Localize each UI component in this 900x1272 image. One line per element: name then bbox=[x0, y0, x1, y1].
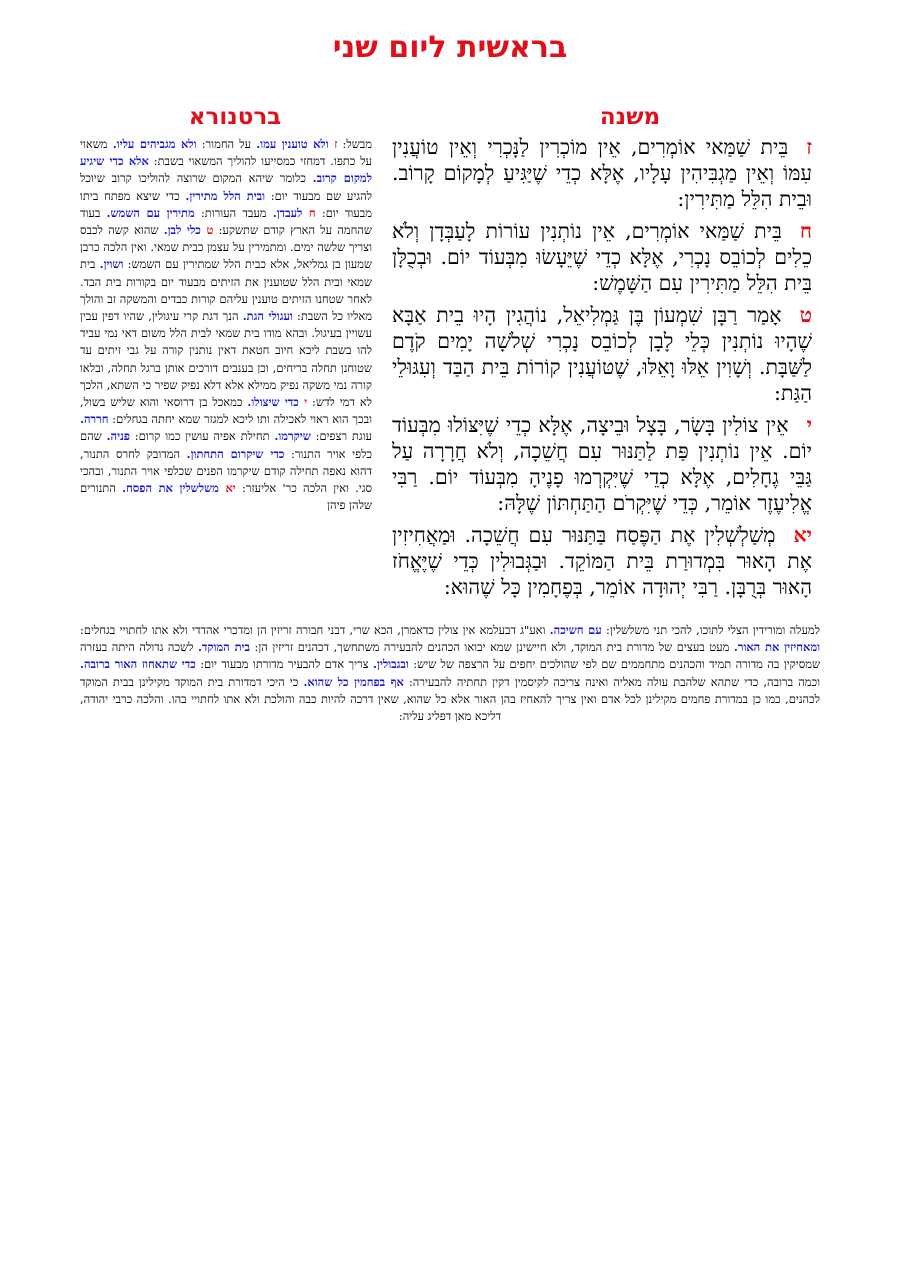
dibbur-hamatchil: עם חשיכה. bbox=[549, 623, 602, 637]
dibbur-hamatchil: פניה. bbox=[106, 429, 130, 444]
dibbur-hamatchil: משלשלין את הפסח. bbox=[122, 481, 219, 496]
commentary-text: ואע"ג דבעלמא אין צולין כדאמרן, הכא שרי, דבני חבורה זריזין הן ומדכרי אהדדי ולא אתו לחתויי בגחלים: bbox=[80, 623, 550, 637]
bartenura-heading: ברטנורא bbox=[188, 104, 282, 130]
commentary-text: צריך אדם להבעיר מדורתו מבעוד יום: bbox=[195, 657, 374, 672]
commentary-text: משאוי על כתפו. דמחזי כמסייעו להוליך המשאוי בשבת: bbox=[80, 137, 373, 169]
dibbur-hamatchil: חררה. bbox=[80, 412, 109, 427]
commentary-text: המדובק לחרס התנור, דהוא נאפה תחילה קודם שיקרמו הפנים שכלפי אויר התנור, ובהכי סגי. ואין הלכה כר' אליעזר: bbox=[80, 446, 372, 496]
commentary-text: לשכה גדולה היתה בעזרה שמסיקין בה מדורה תמיד והכהנים מתחממים שם לפי שהולכים יחפים על הרצפה של שיש: bbox=[80, 640, 821, 672]
commentary-text: עוגת רצפים: bbox=[310, 429, 372, 444]
commentary-text: על החמור: bbox=[196, 137, 257, 151]
mishnah-number: ז bbox=[806, 135, 812, 159]
commentary-text: התנורים שלהן פיהן bbox=[80, 481, 372, 513]
commentary-text: מבשל: bbox=[337, 137, 373, 151]
commentary-text: שהם כלפי אויר התנור: bbox=[80, 429, 372, 461]
mishnah-column bbox=[392, 134, 812, 606]
page-title: בראשית ליום שני bbox=[332, 30, 568, 65]
mishnah-number: י bbox=[806, 413, 812, 437]
commentary-text: מעבד העורות: bbox=[194, 205, 273, 220]
dibbur-hamatchil: בית המוקד. bbox=[197, 640, 251, 655]
mishnah-number: ט bbox=[799, 303, 812, 327]
mishnah-ref-number: י bbox=[298, 395, 308, 410]
dibbur-hamatchil: אלא כדי שיגיע למקום קרוב. bbox=[80, 154, 372, 186]
dibbur-hamatchil: ולא מגביהים עליו. bbox=[112, 137, 197, 151]
commentary-text: כלומר שיהא המקום שרוצה להוליכו קרוב שיוכל להגיע שם מבעוד יום: bbox=[80, 171, 372, 203]
bartenura-column bbox=[80, 136, 372, 514]
dibbur-hamatchil: לעבדן. bbox=[272, 205, 303, 220]
mishnah-number: יא bbox=[793, 523, 812, 547]
mishnah-paragraph bbox=[392, 302, 812, 406]
dibbur-hamatchil: ושוין. bbox=[99, 257, 124, 272]
commentary-text: שהוא קשה לכבס וצריך שלשה ימים. ומתמירין על עצמן כבית שמאי. ואין הלכה כרבן שמעון בן גמליאל, אלא כבית הלל שמתירין עם השמש: bbox=[80, 223, 372, 272]
mishnah-ref-number: ט bbox=[200, 223, 214, 238]
mishnah-ref-number: ז bbox=[328, 137, 338, 151]
dibbur-hamatchil: אף בפחמין כל שהוא. bbox=[303, 674, 404, 689]
mishnah-text: בֵּית שַׁמַּאי אוֹמְרִים, אֵין מוֹכְרִין לַנָּכְרִי וְאֵין טוֹעֲנִין עִמּוֹ וְאֵין מַגְבִּיהִין עָלָיו, אֶלָּא כְדֵי שֶׁיַּגִּיעַ לְמָקוֹם קָרוֹב. וּבֵית הִלֵּל מַתִּירִין: bbox=[392, 135, 812, 211]
commentary-text: כמאכל בן דרוסאי והוא שליש בשול, ובכך הוא ראוי לאכילה ותו ליכא למגזר שמא יחתה בגחלים: bbox=[80, 395, 372, 427]
dibbur-hamatchil: ועגולי הגת. bbox=[242, 309, 293, 324]
dibbur-hamatchil: ולא טוענין עמו. bbox=[256, 137, 329, 151]
mishnah-number: ח bbox=[799, 219, 812, 243]
dibbur-hamatchil: ובגבולין. bbox=[373, 657, 409, 672]
mishnah-text: בֵּית שַׁמַּאי אוֹמְרִים, אֵין נוֹתְנִין עוֹרוֹת לָעַבְּדָן וְלֹא כֵלִים לְכוֹבֵס נָכְרִי, אֶלָּא כְדֵי שֶׁיֵּעָשׂוּ מִבְּעוֹד יוֹם. וּבְכֻלָּן בֵּית הִלֵּל מַתִּירִין עִם הַשָּׁמֶשׁ: bbox=[392, 219, 812, 295]
mishnah-text: אֵין צוֹלִין בָּשָׂר, בָּצָל וּבֵיצָה, אֶלָּא כְדֵי שֶׁיִּצּוֹלוּ מִבְּעוֹד יוֹם. אֵין נוֹתְנִין פַּת לַתַּנּוּר עִם חֲשֵׁכָה, וְלֹא חֲרָרָה עַל גַּבֵּי גֶחָלִים, אֶלָּא כְדֵי שֶׁיִּקְרְמוּ פָנֶיהָ מִבְּעוֹד יוֹם. רַבִּי אֱלִיעֶזֶר אוֹמֵר, כְּדֵי שֶׁיִּקְרֹם הַתַּחְתּוֹן שֶׁלָּהּ: bbox=[392, 413, 812, 515]
mishnah-paragraph bbox=[392, 134, 812, 212]
dibbur-hamatchil: כלי לבן. bbox=[163, 223, 201, 238]
mishnah-ref-number: יא bbox=[218, 481, 236, 496]
mishnah-text: אָמַר רַבָּן שִׁמְעוֹן בֶּן גַּמְלִיאֵל, נוֹהֲגִין הָיוּ בֵית אַבָּא שֶׁהָיוּ נוֹתְנִין כְּלֵי לָבָן לְכוֹבֵס נָכְרִי שְׁלֹשָׁה יָמִים קֹדֶם לַשַּׁבָּת. וְשָׁוִין אֵלּוּ וָאֵלּוּ, שֶׁטּוֹעֲנִין קוֹרוֹת בֵּית הַבַּד וְעִגּוּלֵי הַגַּת: bbox=[392, 303, 812, 405]
commentary-text: למעלה ומורידין הצלי לתוכו, להכי תני משלשלין: bbox=[601, 623, 820, 637]
commentary-text: וכמה ברובה, כדי שתהא שלהבת עולה מאליה ואינה צריכה לקיסמין דקין תחתיה להבעירה: bbox=[403, 674, 820, 689]
dibbur-hamatchil: ובית הלל מתירין. bbox=[185, 188, 266, 203]
dibbur-hamatchil: כדי שיקרום התחתון. bbox=[186, 446, 285, 461]
commentary-text: כי היכי דמדורת בית המוקד מקילינן בבית המוקד לכהנים, כמו כן במדורת פחמים מקילינן לכל אדם ואין צריך להאחיז בהן האור אלא כל שהוא, שאין דרכה להיות כבה והולכת ולא אתו לחתויי בהו. והלכה כרבי יהודה, דליכא מאן דפליג עליה: bbox=[80, 674, 820, 724]
mishnah-paragraph bbox=[392, 218, 812, 296]
bartenura-continuation bbox=[80, 622, 820, 725]
mishnah-ref-number: ח bbox=[302, 205, 316, 220]
mishnah-paragraph bbox=[392, 412, 812, 516]
mishnah-text: מְשַׁלְשְׁלִין אֶת הַפֶּסַח בַּתַּנּוּר עִם חֲשֵׁכָה. וּמַאֲחִיזִין אֶת הָאוּר בִּמְדוּרַת בֵּית הַמּוֹקֵד. וּבַגְּבוּלִין כְּדֵי שֶׁיֶּאֱחֹז הָאוּר בְּרֻבָּן. רַבִּי יְהוּדָה אוֹמֵר, בְּפֶחָמִין כָּל שֶׁהוּא: bbox=[392, 523, 812, 599]
dibbur-hamatchil: ומאחיזין את האור. bbox=[733, 640, 821, 655]
commentary-text: כדי שיצא מפתח ביתו מבעוד יום: bbox=[80, 188, 372, 220]
mishnah-paragraph bbox=[392, 522, 812, 600]
dibbur-hamatchil: מתירין עם השמש. bbox=[106, 205, 195, 220]
dibbur-hamatchil: כדי שתאחוז האור ברובה. bbox=[80, 657, 196, 672]
dibbur-hamatchil: כדי שיצולו. bbox=[247, 395, 299, 410]
dibbur-hamatchil: שיקרמו. bbox=[274, 429, 311, 444]
mishnah-heading: משנה bbox=[599, 104, 661, 130]
commentary-text: בעוד שהחמה על הארץ קודם שתשקע: bbox=[80, 205, 372, 238]
commentary-text: בית שמאי ובית הלל שטוענין את הזיתים מבעוד יום בקורות בית הבד. לאחר שטחנו הזיתים טוענין עליהם קורות כבדים והמשקה זב והולך מאליו כל השבת: bbox=[80, 257, 373, 324]
commentary-text: מעט בעצים של מדורת בית המוקד, ולא חיישינן שמא יבואו הכהנים להבעירה משתחשך, דכהנים זריזין הן: bbox=[250, 640, 734, 655]
commentary-text: הנך דגת קרי עיגולין, שהיו דפין עבין עשויין בעיגול. ובהא מודו בית שמאי לבית הלל משום דאי נמי עביד להו בשבת ליכא חיוב חטאת דאין נותנין קורה על גבי זיתים עד שטוחנן תחלה בריחים, וכן בענבים דורכים אותן ברגל תחלה, ובלאו קורה נמי משקה נפיק ממילא אלא דלא נפיק שפיר כי השתא, הלכך לא דמי לדש: bbox=[80, 309, 373, 410]
commentary-text: תחילת אפיה עושין כמו קרום: bbox=[129, 429, 275, 444]
